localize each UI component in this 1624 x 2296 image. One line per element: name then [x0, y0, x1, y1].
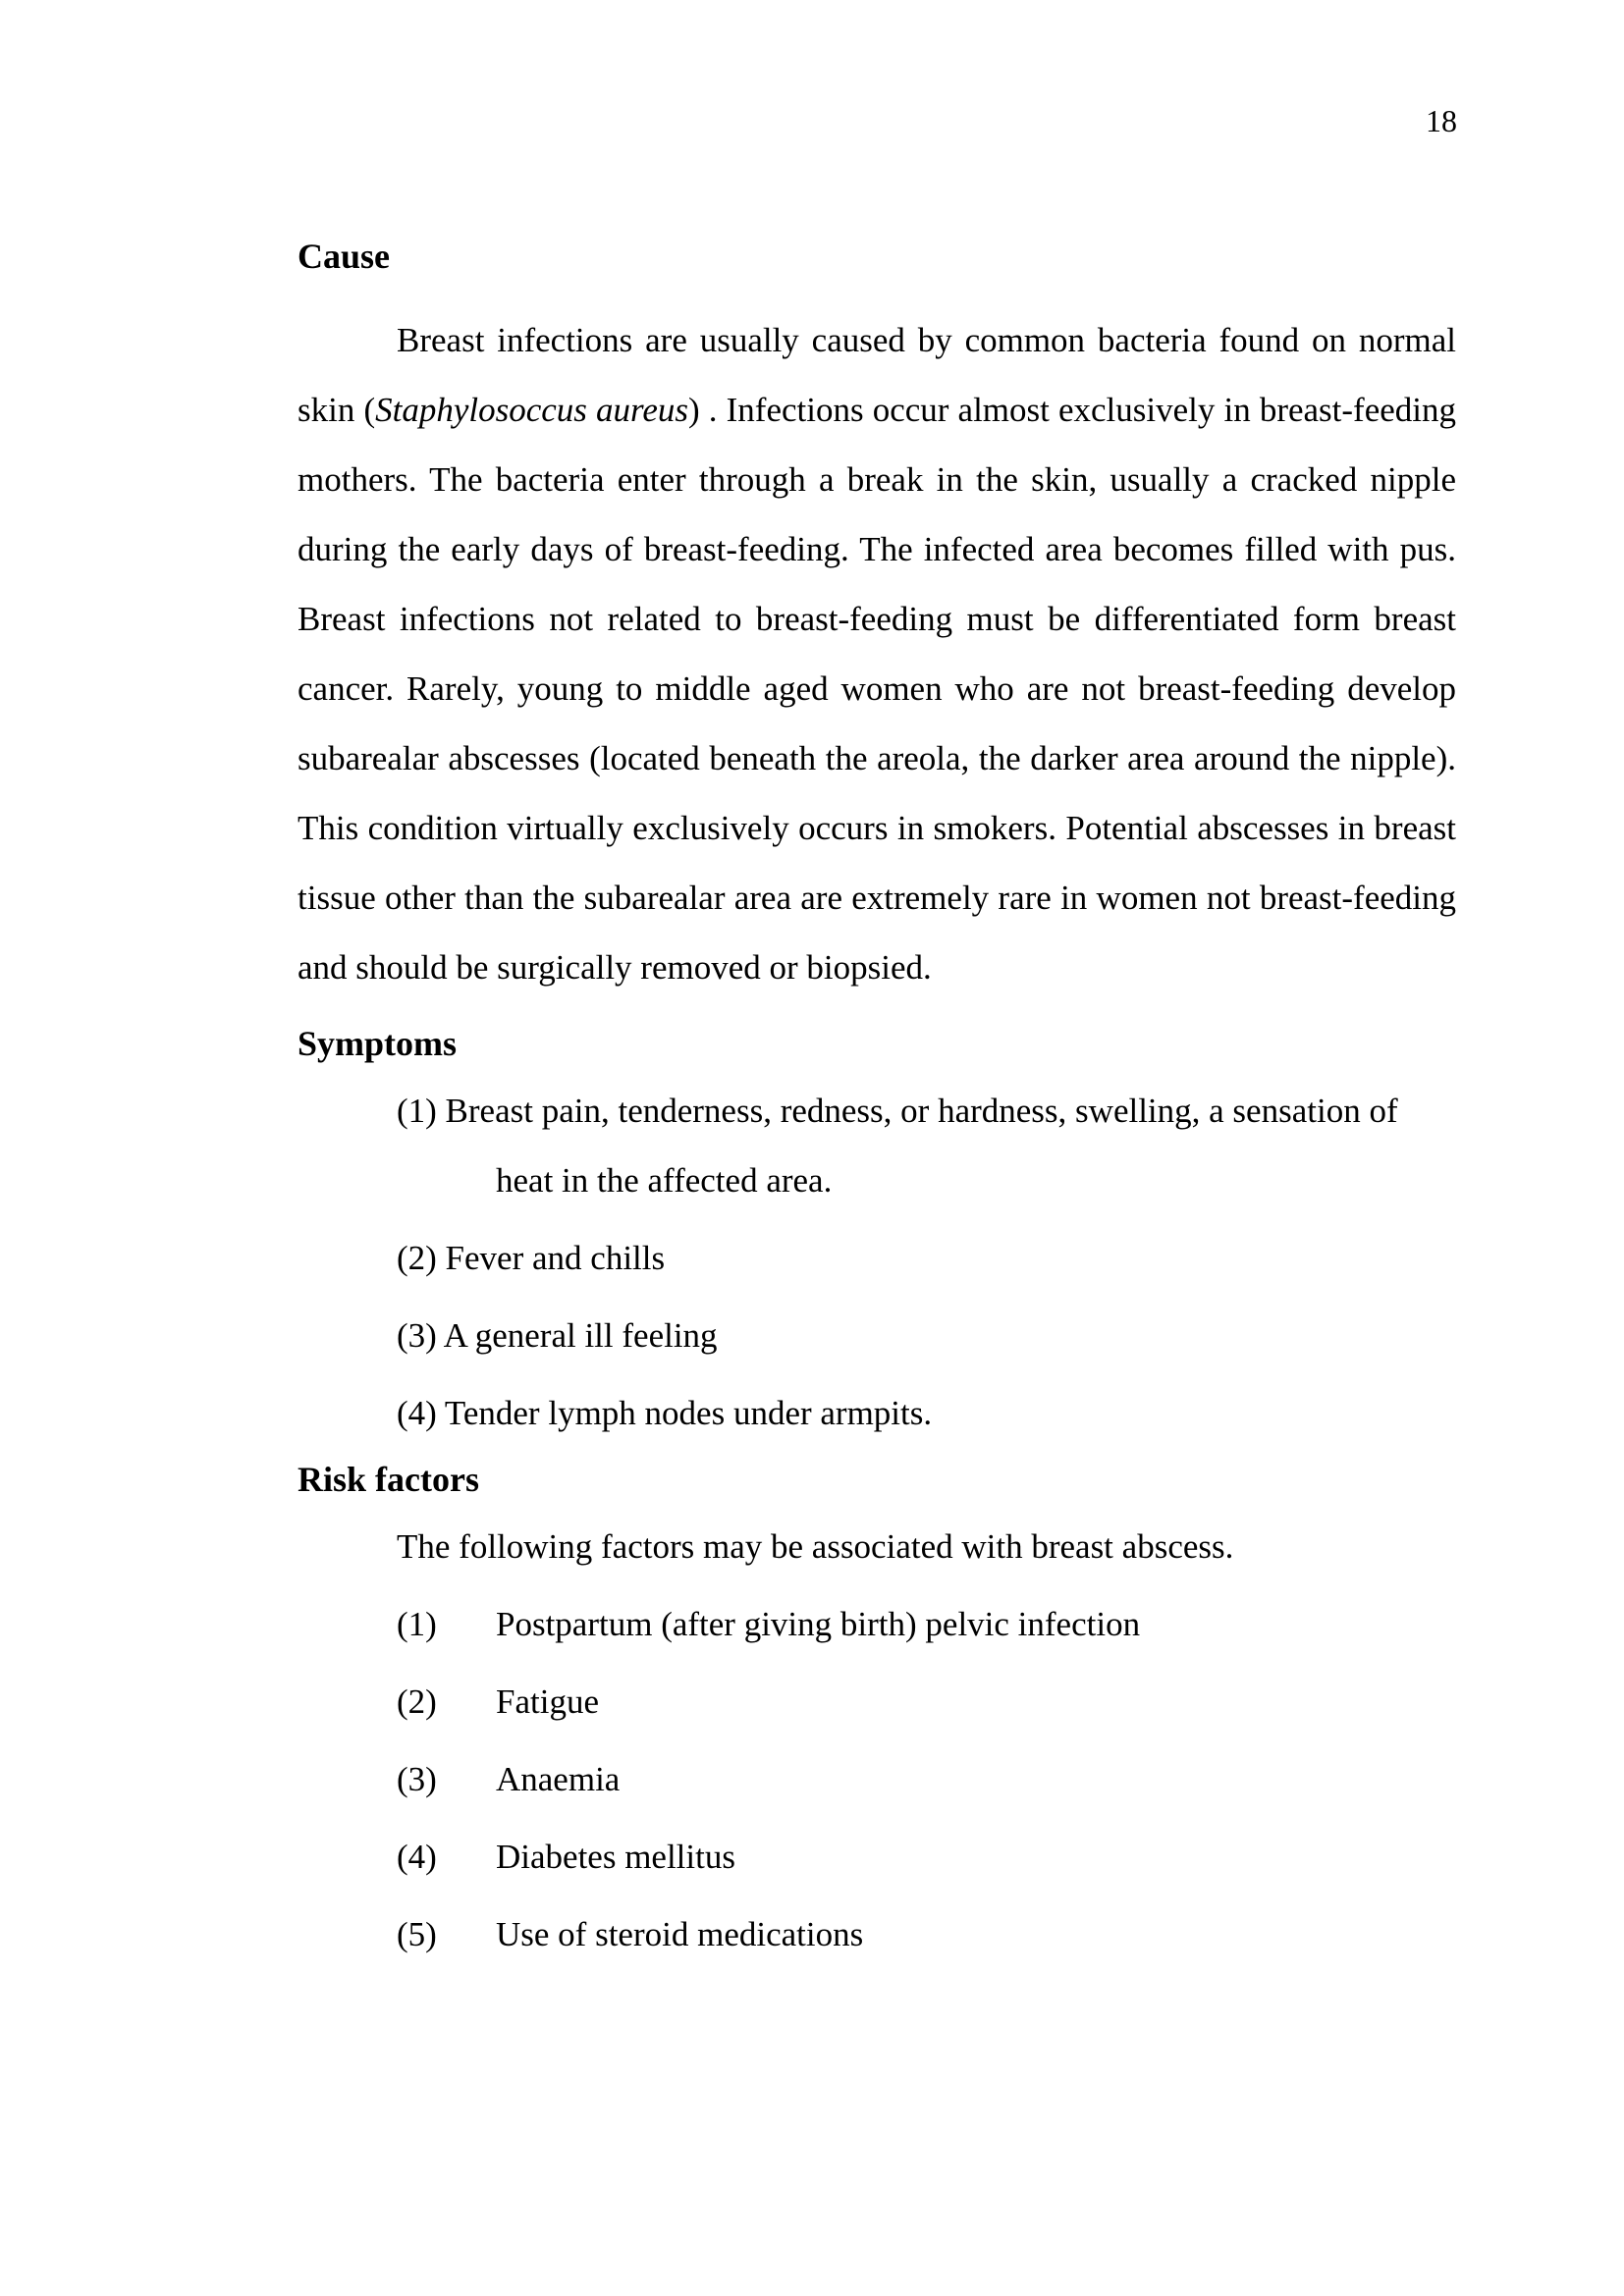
risk-factor-item [298, 1744, 1456, 1814]
risk-factor-item [298, 1589, 1456, 1659]
risk-factor-text: Use of steroid medications [496, 1915, 864, 1953]
risk-factor-number: (3) [397, 1760, 437, 1798]
symptom-item [298, 1076, 1456, 1215]
page-number: 18 [1426, 103, 1457, 138]
bacteria-name: Staphylosoccus aureus [375, 391, 689, 429]
risk-factor-text: Diabetes mellitus [496, 1838, 735, 1876]
cause-text-start: Breast infections are usually caused by common bacteria found on normal skin ( [298, 321, 1456, 429]
symptom-item: (3) A general ill feeling [397, 1316, 718, 1355]
risk-factor-number: (4) [397, 1838, 437, 1876]
risk-factor-item [298, 1899, 1456, 1969]
symptom-continuation: heat in the affected area. [496, 1161, 833, 1200]
symptom-item: (4) Tender lymph nodes under armpits. [397, 1394, 933, 1432]
risk-factor-number: (2) [397, 1682, 437, 1721]
symptom-item: (2) Fever and chills [397, 1239, 666, 1277]
cause-paragraph [298, 305, 1456, 1002]
cause-text-rest: ) . Infections occur almost exclusively in breast-feeding mothers. The bacteria enter through a break in the skin, usually a cracked nipple during the early days of breast-feeding. The infected area becomes filled with pus. Breast infections not related to breast-feeding must be differentiated form breast cancer. Rarely, young to middle aged women who are not breast-feeding develop subarealar abscesses (located beneath the areola, the darker area around the nipple). This condition virtually exclusively occurs in smokers. Potential abscesses in breast tissue other than the subarealar area are extremely rare in women not breast-feeding and should be surgically removed or biopsied. [298, 391, 1457, 987]
risk-factor-text: Postpartum (after giving birth) pelvic infection [496, 1605, 1141, 1643]
risk-factors-intro: The following factors may be associated with breast abscess. [397, 1527, 1234, 1566]
risk-factor-item [298, 1667, 1456, 1736]
cause-heading: Cause [298, 237, 391, 276]
symptom-text: (1) Breast pain, tenderness, redness, or hardness, swelling, a sensation of [397, 1092, 1398, 1130]
document-body [298, 237, 1456, 1969]
symptoms-heading: Symptoms [298, 1024, 458, 1063]
risk-factor-text: Anaemia [496, 1760, 621, 1798]
risk-factor-item [298, 1822, 1456, 1892]
risk-factor-number: (5) [397, 1915, 437, 1953]
risk-factor-number: (1) [397, 1605, 437, 1643]
risk-factor-text: Fatigue [496, 1682, 599, 1721]
risk-factors-heading: Risk factors [298, 1460, 479, 1499]
